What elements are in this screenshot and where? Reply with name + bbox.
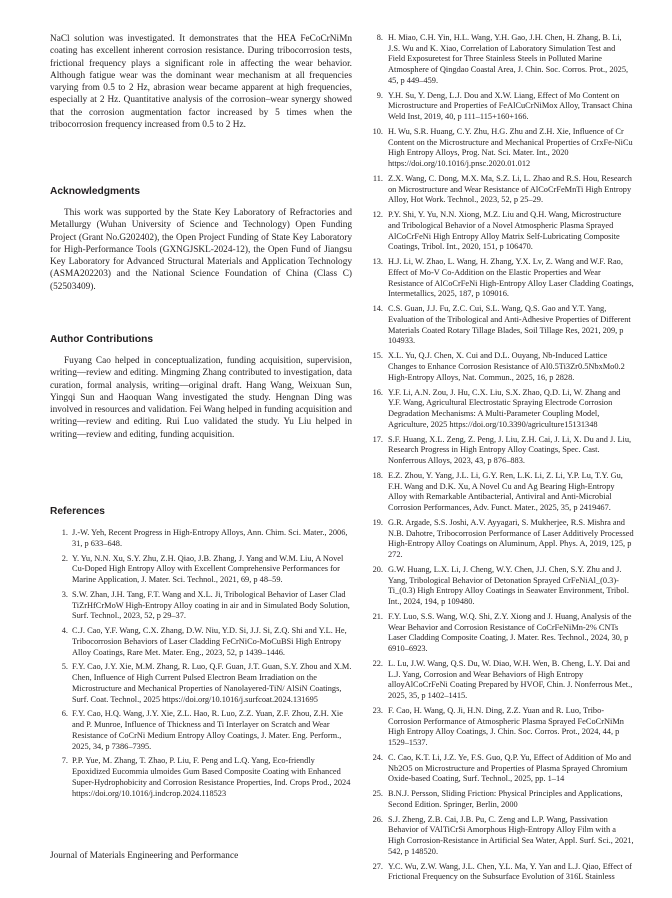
reference-item <box>364 518 634 561</box>
reference-number: 21. <box>372 611 383 621</box>
reference-number: 4. <box>61 626 68 636</box>
reference-item <box>364 33 634 87</box>
reference-item <box>50 590 352 622</box>
reference-number: 27. <box>372 861 383 871</box>
reference-text: Y. Yu, N.N. Xu, S.Y. Zhu, Z.H. Qiao, J.B. Zhang, J. Yang and W.M. Liu, A Novel Cu-Doped High Entropy Alloy with Excellent Comprehensive Performances for Marine Application, J. Mater. Sci. Technol., 2021, 69, p 48–59. <box>72 553 344 584</box>
reference-number: 11. <box>372 174 383 183</box>
reference-item <box>364 471 634 514</box>
reference-text: P.Y. Shi, Y. Yu, N.N. Xiong, M.Z. Liu and Q.H. Wang, Microstructure and Tribological Behavior of a Novel Atmospheric Plasma Sprayed AlCoCrFeNi High Entropy Alloy Matrix Self-Lubricating Composite Coatings, Tribol. Int., 2020, 151, p 106470. <box>388 210 622 252</box>
right-column <box>364 33 634 887</box>
reference-text: L. Lu, J.W. Wang, Q.S. Du, W. Diao, W.H. Wen, B. Cheng, L.Y. Dai and L.J. Yang, Corrosion and Wear Behaviors of High Entropy alloyAlCoCrFeNi Coating Prepared by HVOF, Chin. J. Nonferrous Met., 2025, 35, p 1402–1415. <box>388 658 633 700</box>
reference-number: 17. <box>372 434 383 444</box>
reference-text: H. Wu, S.R. Huang, C.Y. Zhu, H.G. Zhu and Z.H. Xie, Influence of Cr Content on the Microstructure and Mechanical Properties of CrxFe-NiCu High Entropy Alloys, Prog. Nat. Sci. Mater. Int., 2020 https://doi.org/10.1016/j.pnsc.2020.01.012 <box>388 127 633 169</box>
reference-text: S.J. Zheng, Z.B. Cai, J.B. Pu, C. Zeng and L.P. Wang, Passivation Behavior of VAlTiCrSi Amorphous High-Entropy Alloy Film with a High Corrosion-Resistance in Artificial Sea Water, Appl. Surf. Sci., 2021, 542, p 148520. <box>388 814 634 856</box>
reference-item <box>364 174 634 206</box>
reference-item <box>364 565 634 608</box>
reference-text: Y.F. Li, A.N. Zou, J. Hu, C.X. Liu, S.X. Zhao, Q.D. Li, W. Zhang and Y.F. Wang, Agricultural Electrostatic Spraying Electrode Corrosion Degradation Mechanisms: A Multi-Parameter Coupling Model, Agriculture, 2025 https://doi.org/10.3390/agriculture15131348 <box>388 387 621 429</box>
reference-item <box>364 127 634 170</box>
reference-number: 3. <box>61 589 68 599</box>
reference-item <box>364 435 634 467</box>
intro-paragraph: NaCl solution was investigated. It demonstrates that the HEA FeCoCrNiMn coating has excellent inherent corrosion resistance. During tribocorrosion tests, frictional frequency plays a significant role in affecting the wear behavior. Although fatigue wear was the dominant wear mechanism at all frequencies varying from 0.5 to 2 Hz, abrasion wear became apparent at high frequencies, especially at 2 Hz. Quantitative analysis of the corrosion–wear synergy showed that the corrosion augmentation factor increased by 5 times when the tribocorrosion frequency increased from 0.5 to 2 Hz. <box>50 34 352 131</box>
reference-item <box>364 351 634 383</box>
reference-text: F.Y. Luo, S.S. Wang, W.Q. Shi, Z.Y. Xiong and J. Huang, Analysis of the Wear Behavior and Corrosion Resistance of CoCrFeNiMn-2% CNTs Laser Cladding Composite Coating, J. Mater. Res. Technol., 2024, 30, p 6910–6923. <box>388 611 632 653</box>
reference-item <box>50 756 352 799</box>
reference-text: C.J. Cao, Y.F. Wang, C.X. Zhang, D.W. Niu, Y.D. Si, J.J. Si, Z.Q. Shi and Y.L. He, Tribocorrosion Behaviors of Laser Cladding FeCrNiCo-MoCuBSi High Entropy Alloy Coatings, Rare Met. Mater. Eng., 2023, 52, p 1439–1446. <box>72 626 347 657</box>
reference-number: 19. <box>372 517 383 527</box>
reference-number: 16. <box>372 387 383 397</box>
reference-number: 9. <box>376 90 383 100</box>
reference-item <box>364 612 634 655</box>
reference-item <box>364 706 634 749</box>
left-column <box>50 33 352 131</box>
reference-item <box>50 709 352 752</box>
reference-text: G.W. Huang, L.X. Li, J. Cheng, W.Y. Chen, J.J. Chen, S.Y. Zhu and J. Yang, Tribological Behavior of Detonation Sprayed CrFeNiAl_(0.3)-Ti_(0.3) High Entropy Alloy Coatings in Seawater Environment, Tribol. Int., 2024, 194, p 109480. <box>388 564 629 606</box>
reference-number: 10. <box>372 127 383 136</box>
reference-text: Z.X. Wang, C. Dong, M.X. Ma, S.Z. Li, L. Zhao and R.S. Hou, Research on Microstructure and Wear Resistance of AlCoCrFeMnTi High Entropy Alloy, Hot Work. Technol., 2023, 52, p 25–29. <box>388 174 632 205</box>
reference-number: 1. <box>61 528 68 537</box>
reference-text: Y.C. Wu, Z.W. Wang, J.L. Chen, Y.L. Ma, Y. Yan and L.J. Qiao, Effect of Frictional Frequency on the Subsurface Evolution of 316L Stainless <box>388 861 632 882</box>
references-list-left <box>50 528 352 799</box>
reference-number: 23. <box>372 705 383 715</box>
reference-number: 2. <box>61 553 68 563</box>
reference-number: 24. <box>372 752 383 762</box>
references-section <box>50 506 352 803</box>
author-contributions-heading: Author Contributions <box>50 334 153 345</box>
reference-text: C. Cao, K.T. Li, J.Z. Ye, F.S. Guo, Q.P. Yu, Effect of Addition of Mo and Nb2O5 on Microstructure and Properties of Plasma Sprayed Chromium Oxide-based Coating, Surf. Technol., 2025, pp. 1–14 <box>388 752 631 784</box>
reference-item <box>364 659 634 702</box>
reference-text: G.R. Argade, S.S. Joshi, A.V. Ayyagari, S. Mukherjee, R.S. Mishra and N.B. Dahotre, Tribocorrosion Performance of Laser Additively Processed High-Entropy Alloy Coatings on Aluminum, Appl. Phys. A, 2019, 125, p 272. <box>388 517 634 559</box>
reference-text: H. Miao, C.H. Yin, H.L. Wang, Y.H. Gao, J.H. Chen, H. Zhang, B. Li, J.S. Wu and K. Xiao, Correlation of Laboratory Simulation Test and Field Exposuretest for Three Stainless Steels in Polluted Marine Atmosphere of Qingdao Coastal Area, J. Chin. Soc. Corros. Prot., 2025, 45, p 449–459. <box>388 33 629 85</box>
journal-footer: Journal of Materials Engineering and Performance <box>50 851 239 861</box>
reference-number: 22. <box>372 658 383 668</box>
reference-number: 8. <box>376 33 383 42</box>
reference-item <box>364 304 634 347</box>
author-contributions-section <box>50 334 352 441</box>
reference-number: 13. <box>372 257 383 267</box>
reference-text: X.L. Yu, Q.J. Chen, X. Cui and D.L. Ouyang, Nb-Induced Lattice Changes to Enhance Corrosion Resistance of Al0.5Ti3Zr0.5NbxMo0.2 High-Entropy Alloys, Nat. Commun., 2025, 16, p 2828. <box>388 351 625 382</box>
reference-text: P.P. Yue, M. Zhang, T. Zhao, P. Liu, F. Peng and L.Q. Yang, Eco-friendly Epoxidized Eucommia ulmoides Gum Based Composite Coating with Enhanced Super-Hydrophobicity and Corrosion Resistance Properties, Ind. Crops Prod., 2024 https://doi.org/10.1016/j.indcrop.2024.118523 <box>72 756 351 798</box>
reference-text: F. Cao, H. Wang, Q. Ji, H.N. Ding, Z.Z. Yuan and R. Luo, Tribo-Corrosion Performance of Atmospheric Plasma Sprayed FeCoCrNiMn High Entropy Alloy Coatings, J. Chin. Soc. Corros. Prot., 2024, 44, p 1529–1537. <box>388 705 624 747</box>
reference-text: F.Y. Cao, H.Q. Wang, J.Y. Xie, Z.L. Hao, R. Luo, Z.Z. Yuan, Z.F. Zhou, Z.H. Xie and P. Munroe, Influence of Thickness and Ti Interlayer on Scratch and Wear Resistance of CoCrNi Medium Entropy Alloy Coatings, J. Mater. Eng. Perform., 2025, 34, p 7386–7395. <box>72 709 343 751</box>
reference-item <box>364 91 634 123</box>
reference-item <box>364 815 634 858</box>
acknowledgments-heading: Acknowledgments <box>50 186 141 197</box>
reference-number: 6. <box>61 709 68 719</box>
references-heading: References <box>50 506 105 517</box>
reference-number: 5. <box>61 662 68 672</box>
reference-item <box>364 789 634 810</box>
reference-number: 12. <box>372 210 383 220</box>
reference-number: 20. <box>372 564 383 574</box>
reference-text: F.Y. Cao, J.Y. Xie, M.M. Zhang, R. Luo, Q.F. Guan, J.T. Guan, S.Y. Zhou and X.M. Chen, Influence of High Current Pulsed Electron Beam Irradiation on the Microstructure and Mechanical Properties of Nanolayered-TiN/ AlSiN Coatings, Surf. Coat. Technol., 2025 https://doi.org/10.1016/j.surfcoat.2024.131695 <box>72 662 352 704</box>
reference-number: 18. <box>372 470 383 480</box>
reference-item <box>50 662 352 705</box>
reference-item <box>364 257 634 300</box>
reference-text: B.N.J. Persson, Sliding Friction: Physical Principles and Applications, Second Edition. Springer, Berlin, 2000 <box>388 789 623 809</box>
reference-text: E.Z. Zhou, Y. Yang, J.L. Li, G.Y. Ren, L.K. Li, Z. Li, Y.P. Lu, T.Y. Gu, F.H. Wang and D.K. Xu, A Novel Cu and Ag Bearing High-Entropy Alloy with Remarkable Antibacterial, Antiviral and Anti-Microbial Corrosion Performances, Adv. Funct. Mater., 2025, 35, p 2419467. <box>388 470 623 512</box>
reference-item <box>364 210 634 253</box>
acknowledgments-text: This work was supported by the State Key Laboratory of Refractories and Metallurgy (Wuhan University of Science and Technology) Open Funding Project (Grant No.G202402), the Open Project Funding of State Key Laboratory for High-Performance Tools (GXNGJSKL-2024-12), the Open Fund of Jiangsu Key Laboratory for Advanced Structural Materials and Application Technology (ASMA202203) and the National Science Foundation of China (Class C) (52503409). <box>50 208 352 292</box>
reference-item <box>50 554 352 586</box>
reference-item <box>364 862 634 883</box>
reference-number: 15. <box>372 351 383 361</box>
reference-text: Y.H. Su, Y. Deng, L.J. Dou and X.W. Liang, Effect of Mo Content on Microstructure and Properties of FeAlCuCrNiMox Alloy, Transact China Weld Inst, 2019, 40, p 111–115+160+166. <box>388 90 633 122</box>
reference-number: 14. <box>372 304 383 314</box>
acknowledgments-section <box>50 186 352 293</box>
references-list-right <box>364 33 634 883</box>
reference-number: 26. <box>372 814 383 824</box>
reference-text: S.F. Huang, X.L. Zeng, Z. Peng, J. Liu, Z.H. Cai, J. Li, X. Du and J. Liu, Research Progress in High Entropy Alloy Coatings, Spec. Cast. Nonferrous Alloys, 2023, 43, p 876–883. <box>388 434 632 465</box>
reference-item <box>50 528 352 549</box>
reference-number: 25. <box>372 789 383 799</box>
reference-item <box>364 388 634 431</box>
reference-item <box>364 753 634 785</box>
reference-text: H.J. Li, W. Zhao, L. Wang, H. Zhang, Y.X. Lv, Z. Wang and W.F. Rao, Effect of Mo-V Co-Addition on the Elastic Properties and Wear Resistance of AlCoCrFeNi High-Entropy Alloy Laser Cladding Coatings, Intermetallics, 2025, 187, p 109016. <box>388 257 634 299</box>
reference-number: 7. <box>61 756 68 766</box>
reference-item <box>50 626 352 658</box>
reference-text: C.S. Guan, J.J. Fu, Z.C. Cui, S.L. Wang, Q.S. Gao and Y.T. Yang, Evaluation of the Tribological and Anti-Adhesive Properties of Different Materials Coated Rotary Tillage Blades, Soil Tillage Res, 2021, 209, p 104933. <box>388 304 631 346</box>
reference-text: S.W. Zhan, J.H. Tang, F.T. Wang and X.L. Ji, Tribological Behavior of Laser Clad TiZrHfCrMoW High-Entropy Alloy coating in air and in Simulated Body Solution, Surf. Technol., 2023, 52, p 29–37. <box>72 589 350 621</box>
author-contributions-text: Fuyang Cao helped in conceptualization, funding acquisition, supervision, writing—review and editing. Mingming Zhang contributed to investigation, data curation, formal analysis, writing—original draft. Hang Wang, Weixuan Sun, Yingqi Sun and Haoquan Wang investigated the study. Hengnan Ding was involved in resources and validation. Fei Wang helped in funding acquisition and writing—review and editing. Rui Luo validated the study. Yu Liu helped in writing—review and editing, funding acquisition. <box>50 356 352 440</box>
reference-text: J.-W. Yeh, Recent Progress in High-Entropy Alloys, Ann. Chim. Sci. Mater., 2006, 31, p 633–648. <box>72 528 348 548</box>
